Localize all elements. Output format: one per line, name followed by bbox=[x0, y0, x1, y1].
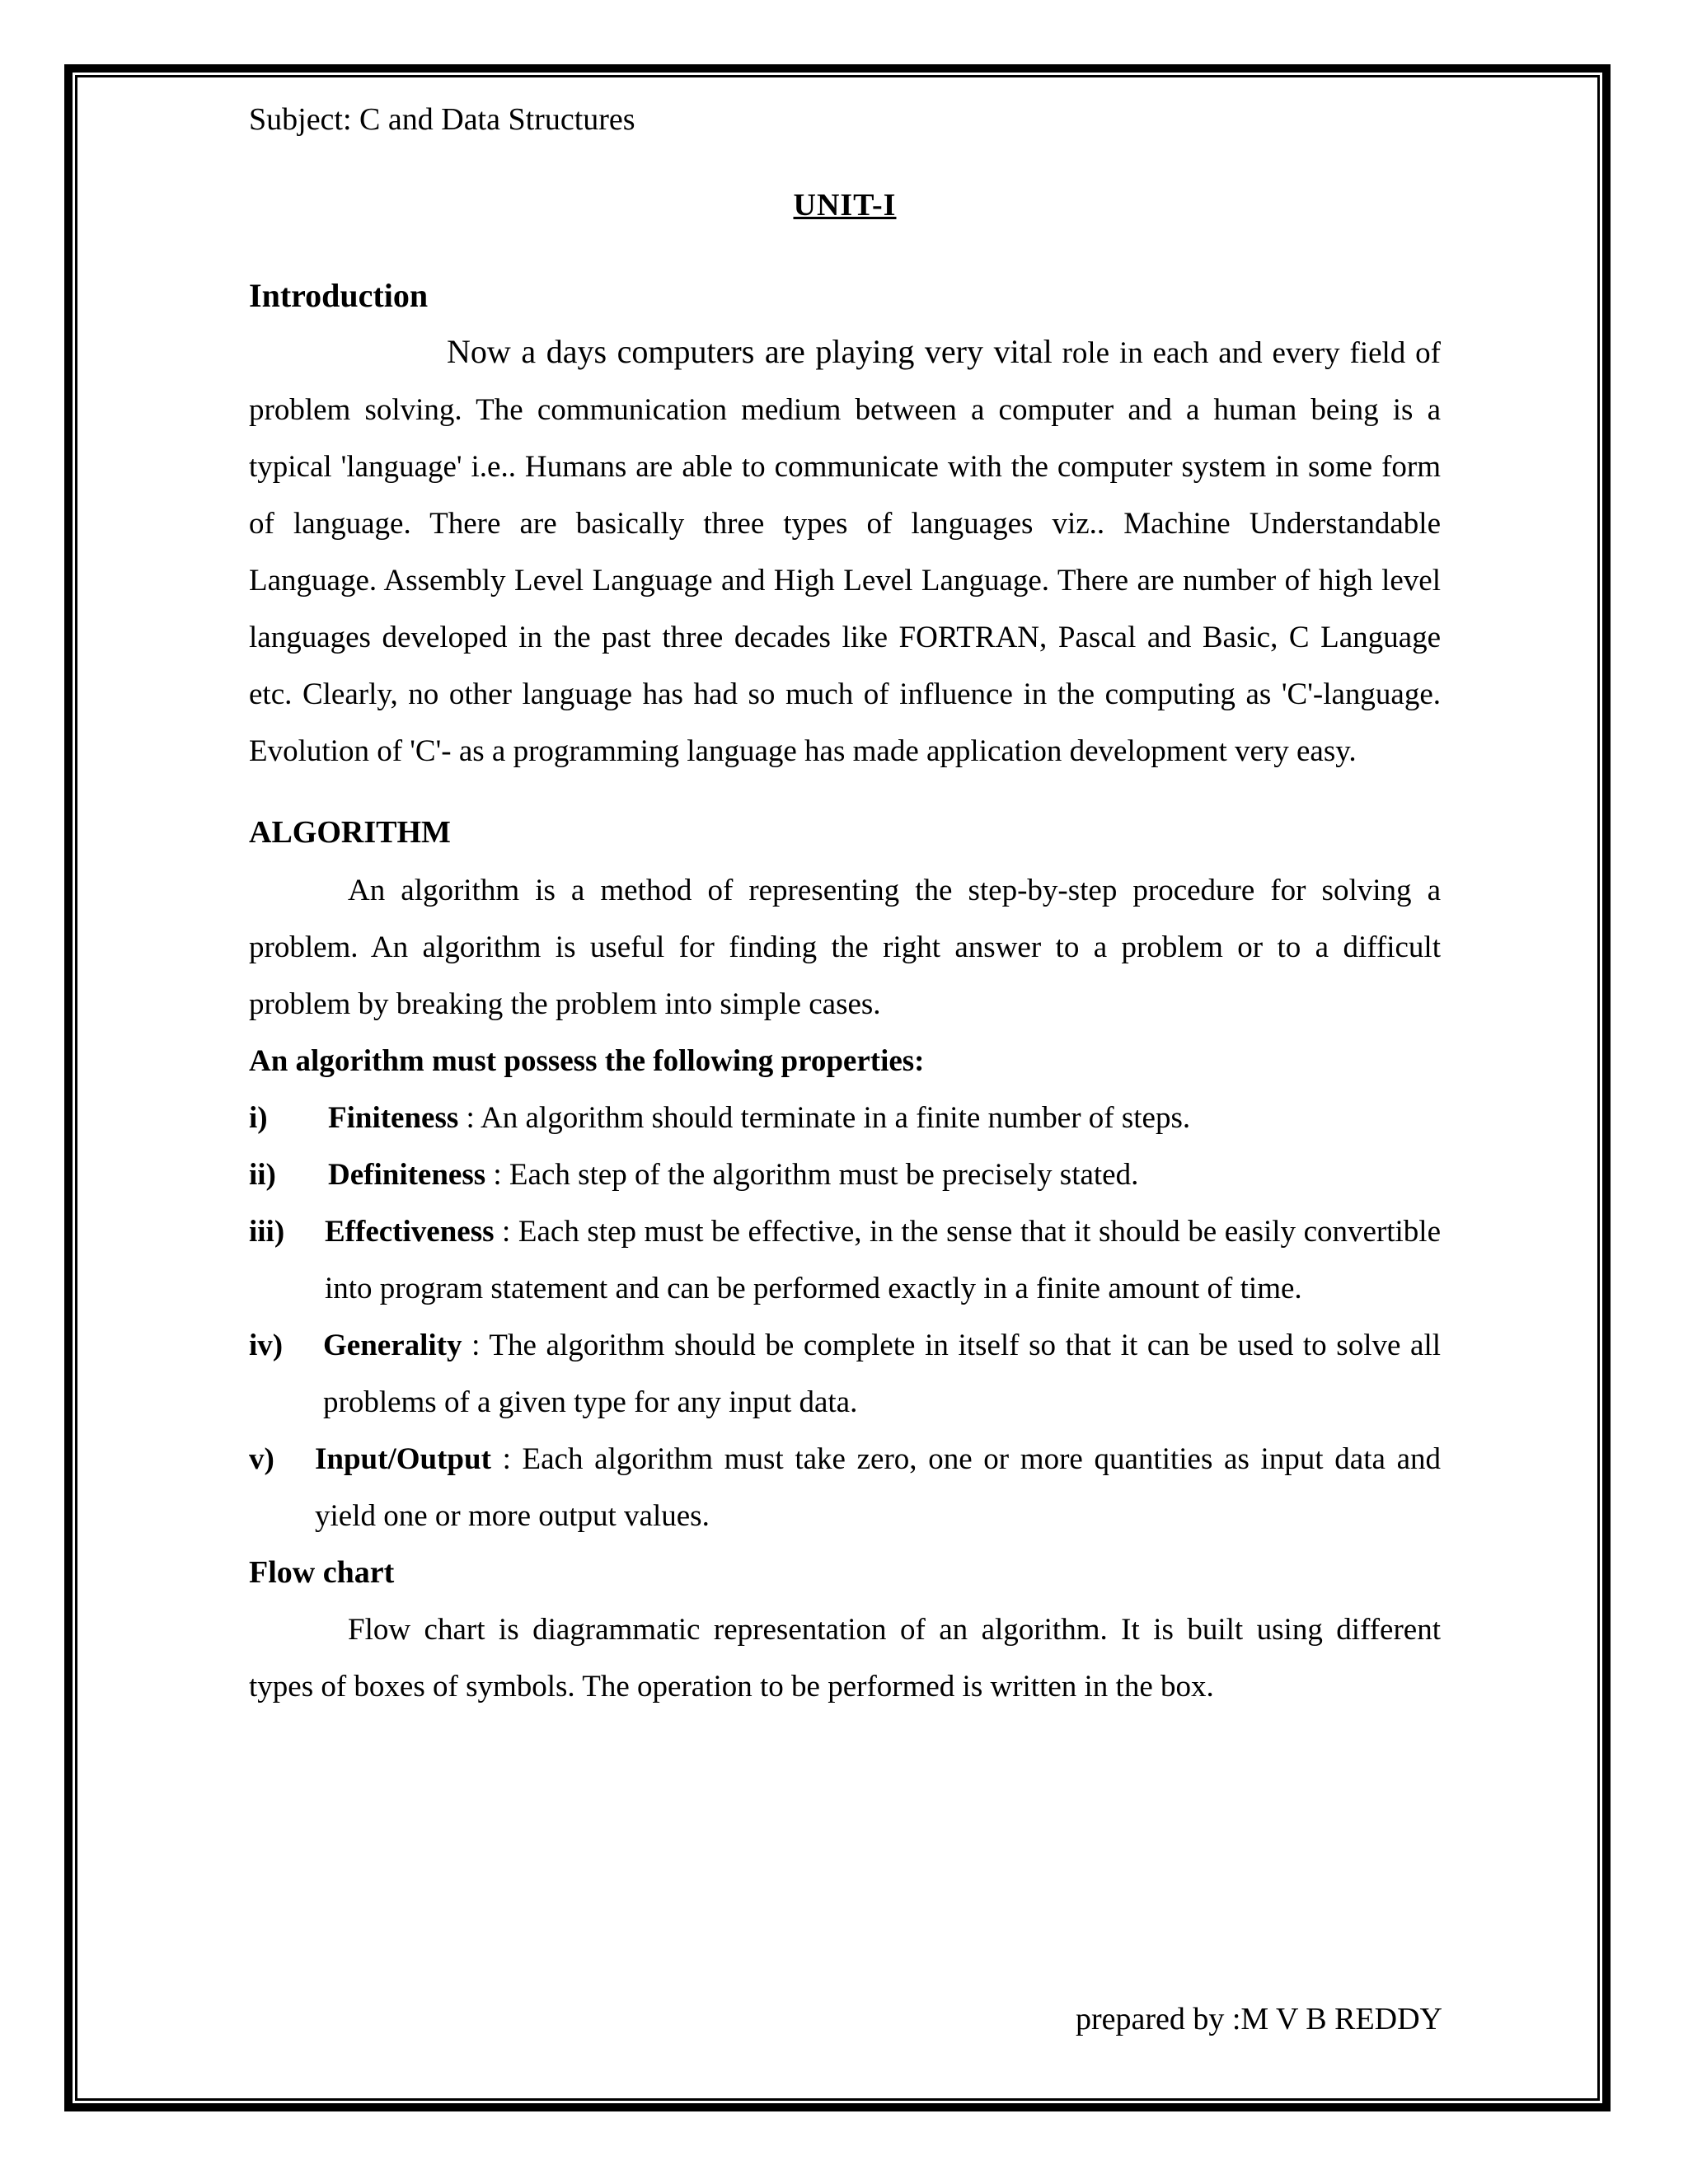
property-item-input-output bbox=[249, 1431, 1441, 1544]
property-number: ii) bbox=[249, 1158, 276, 1192]
property-item-effectiveness bbox=[249, 1203, 1441, 1317]
algorithm-paragraph: An algorithm is a method of representing the step-by-step procedure for solving a problem. An algorithm is useful for finding the right answer to a problem or to a difficult problem by breaking the problem into simple cases. bbox=[249, 874, 1441, 1021]
property-item-generality bbox=[249, 1317, 1441, 1431]
property-term: Definiteness bbox=[328, 1158, 486, 1192]
properties-heading: An algorithm must possess the following properties: bbox=[249, 1044, 925, 1078]
document-body bbox=[249, 91, 1441, 1715]
unit-title: UNIT-I bbox=[793, 188, 897, 223]
prepared-by-footer: prepared by :M V B REDDY bbox=[1075, 2002, 1442, 2036]
property-term: Effectiveness bbox=[325, 1215, 495, 1249]
introduction-text: role in each and every field of problem solving. The communication medium between a computer and a human being is a typical 'language' i.e.. Humans are able to communicate with the computer system in some form of language. There are basically three types of languages viz.. Machine Understandable Language. Assembly Level Language and High Level Language. There are number of high level languages developed in the past three decades like FORTRAN, Pascal and Basic, C Language etc. Clearly, no other language has had so much of influence in the computing as 'C'-language. Evolution of 'C'- as a programming language has made application development very easy. bbox=[249, 336, 1441, 768]
introduction-heading: Introduction bbox=[249, 277, 429, 314]
property-description: : Each step of the algorithm must be precisely stated. bbox=[485, 1158, 1139, 1192]
property-description: : An algorithm should terminate in a finite number of steps. bbox=[458, 1101, 1191, 1135]
flowchart-paragraph: Flow chart is diagrammatic representation of an algorithm. It is built using different types of boxes of symbols. The operation to be performed is written in the box. bbox=[249, 1613, 1441, 1704]
property-number: i) bbox=[249, 1101, 268, 1135]
property-description: : Each step must be effective, in the sense that it should be easily convertible into program statement and can be performed exactly in a finite amount of time. bbox=[325, 1215, 1441, 1305]
property-description: : Each algorithm must take zero, one or more quantities as input data and yield one or more output values. bbox=[315, 1442, 1441, 1533]
property-number: iii) bbox=[249, 1215, 285, 1249]
subject-line: Subject: C and Data Structures bbox=[249, 102, 635, 137]
property-description: : The algorithm should be complete in itself so that it can be used to solve all problems of a given type for any input data. bbox=[323, 1329, 1441, 1419]
introduction-paragraph bbox=[249, 323, 1441, 780]
property-number: v) bbox=[249, 1442, 274, 1476]
property-number: iv) bbox=[249, 1329, 284, 1362]
introduction-lead: Now a days computers are playing very vital bbox=[447, 333, 1053, 370]
property-term: Finiteness bbox=[328, 1101, 459, 1135]
property-term: Generality bbox=[323, 1329, 462, 1362]
property-item-definiteness bbox=[249, 1146, 1441, 1203]
property-item-finiteness bbox=[249, 1090, 1441, 1146]
property-term: Input/Output bbox=[315, 1442, 491, 1476]
algorithm-heading: ALGORITHM bbox=[249, 815, 451, 850]
flowchart-heading: Flow chart bbox=[249, 1555, 395, 1590]
